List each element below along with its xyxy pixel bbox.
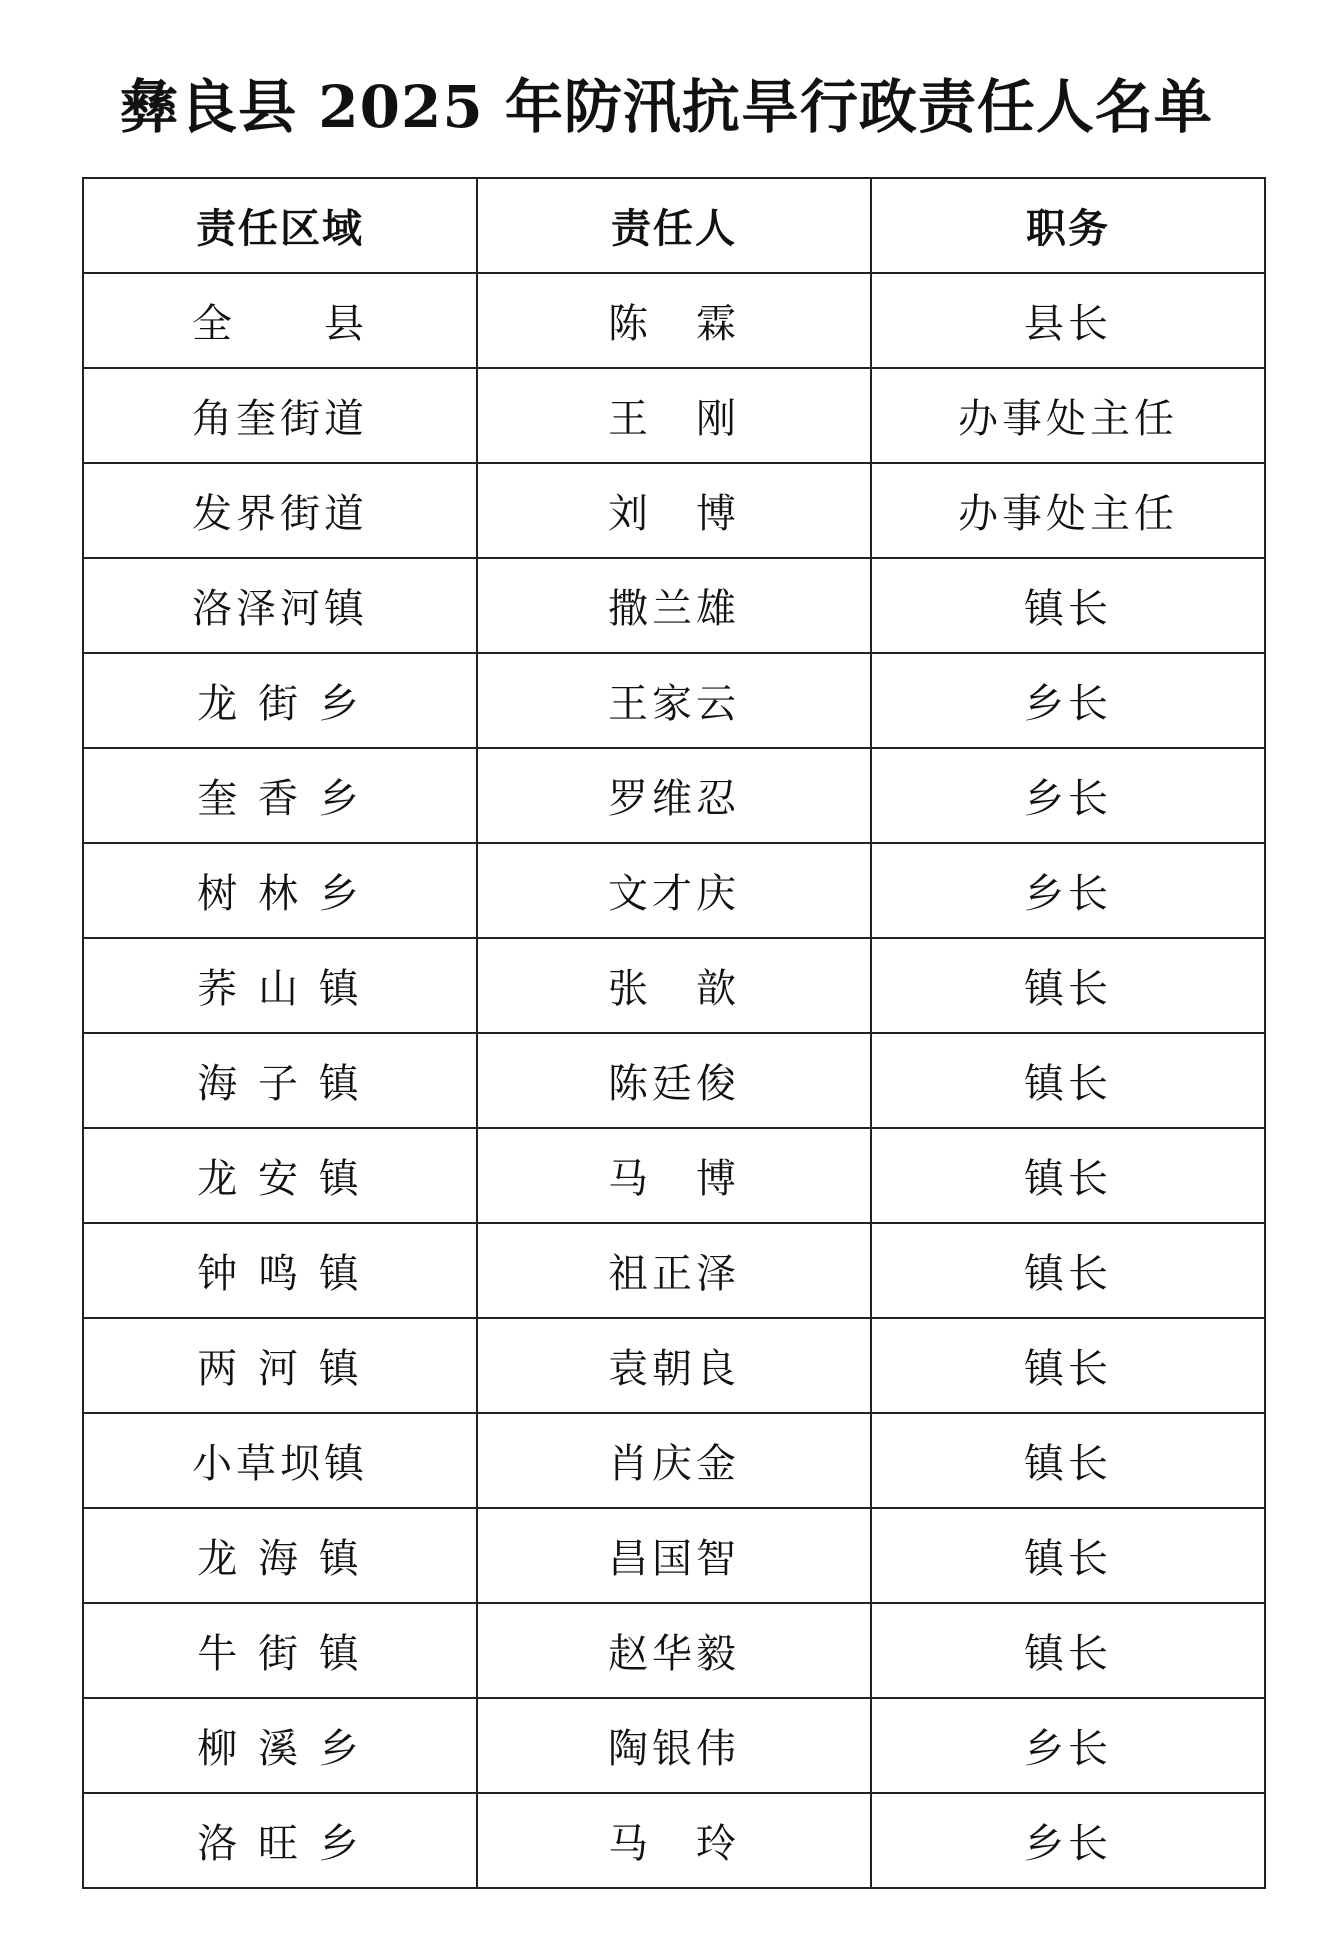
table-row bbox=[83, 558, 1265, 653]
cell-area: 龙 街 乡 bbox=[83, 653, 477, 748]
table-row bbox=[83, 1033, 1265, 1128]
cell-position: 办事处主任 bbox=[871, 463, 1265, 558]
cell-position: 乡长 bbox=[871, 1793, 1265, 1888]
cell-area: 柳 溪 乡 bbox=[83, 1698, 477, 1793]
table-row bbox=[83, 273, 1265, 368]
table-row bbox=[83, 938, 1265, 1033]
table-row bbox=[83, 843, 1265, 938]
table-row bbox=[83, 1128, 1265, 1223]
cell-area: 牛 街 镇 bbox=[83, 1603, 477, 1698]
cell-position: 乡长 bbox=[871, 843, 1265, 938]
table-row bbox=[83, 1793, 1265, 1888]
cell-area: 荞 山 镇 bbox=[83, 938, 477, 1033]
cell-area: 海 子 镇 bbox=[83, 1033, 477, 1128]
cell-person: 文才庆 bbox=[477, 843, 871, 938]
table-row bbox=[83, 1318, 1265, 1413]
cell-position: 办事处主任 bbox=[871, 368, 1265, 463]
table-row bbox=[83, 1698, 1265, 1793]
cell-person: 撒兰雄 bbox=[477, 558, 871, 653]
cell-area: 龙 海 镇 bbox=[83, 1508, 477, 1603]
cell-person: 赵华毅 bbox=[477, 1603, 871, 1698]
responsibility-table bbox=[82, 177, 1266, 1889]
cell-person: 张 歆 bbox=[477, 938, 871, 1033]
table-row bbox=[83, 368, 1265, 463]
cell-position: 镇长 bbox=[871, 1413, 1265, 1508]
cell-position: 县长 bbox=[871, 273, 1265, 368]
cell-person: 王家云 bbox=[477, 653, 871, 748]
table-row bbox=[83, 1508, 1265, 1603]
cell-position: 镇长 bbox=[871, 1603, 1265, 1698]
cell-area: 树 林 乡 bbox=[83, 843, 477, 938]
cell-area: 小草坝镇 bbox=[83, 1413, 477, 1508]
cell-person: 昌国智 bbox=[477, 1508, 871, 1603]
cell-person: 祖正泽 bbox=[477, 1223, 871, 1318]
cell-position: 镇长 bbox=[871, 558, 1265, 653]
cell-person: 肖庆金 bbox=[477, 1413, 871, 1508]
cell-person: 陶银伟 bbox=[477, 1698, 871, 1793]
header-position: 职务 bbox=[871, 178, 1265, 273]
cell-person: 陈廷俊 bbox=[477, 1033, 871, 1128]
table-row bbox=[83, 463, 1265, 558]
cell-area: 角奎街道 bbox=[83, 368, 477, 463]
cell-person: 马 玲 bbox=[477, 1793, 871, 1888]
cell-person: 马 博 bbox=[477, 1128, 871, 1223]
cell-area: 龙 安 镇 bbox=[83, 1128, 477, 1223]
cell-area: 洛 旺 乡 bbox=[83, 1793, 477, 1888]
cell-person: 罗维忍 bbox=[477, 748, 871, 843]
table-row bbox=[83, 1603, 1265, 1698]
cell-person: 袁朝良 bbox=[477, 1318, 871, 1413]
table-row bbox=[83, 748, 1265, 843]
table-header-row bbox=[83, 178, 1265, 273]
cell-position: 镇长 bbox=[871, 938, 1265, 1033]
cell-position: 乡长 bbox=[871, 748, 1265, 843]
cell-area: 钟 鸣 镇 bbox=[83, 1223, 477, 1318]
table-row bbox=[83, 1413, 1265, 1508]
page-title: 彝良县 2025 年防汛抗旱行政责任人名单 bbox=[120, 73, 1213, 141]
cell-area: 两 河 镇 bbox=[83, 1318, 477, 1413]
cell-area: 奎 香 乡 bbox=[83, 748, 477, 843]
cell-area: 洛泽河镇 bbox=[83, 558, 477, 653]
cell-position: 镇长 bbox=[871, 1128, 1265, 1223]
cell-person: 陈 霖 bbox=[477, 273, 871, 368]
cell-person: 刘 博 bbox=[477, 463, 871, 558]
cell-position: 乡长 bbox=[871, 1698, 1265, 1793]
cell-position: 镇长 bbox=[871, 1318, 1265, 1413]
cell-area: 全 县 bbox=[83, 273, 477, 368]
cell-position: 镇长 bbox=[871, 1508, 1265, 1603]
cell-position: 乡长 bbox=[871, 653, 1265, 748]
cell-position: 镇长 bbox=[871, 1033, 1265, 1128]
table-row bbox=[83, 653, 1265, 748]
cell-area: 发界街道 bbox=[83, 463, 477, 558]
header-area: 责任区域 bbox=[83, 178, 477, 273]
cell-person: 王 刚 bbox=[477, 368, 871, 463]
header-person: 责任人 bbox=[477, 178, 871, 273]
cell-position: 镇长 bbox=[871, 1223, 1265, 1318]
table-row bbox=[83, 1223, 1265, 1318]
